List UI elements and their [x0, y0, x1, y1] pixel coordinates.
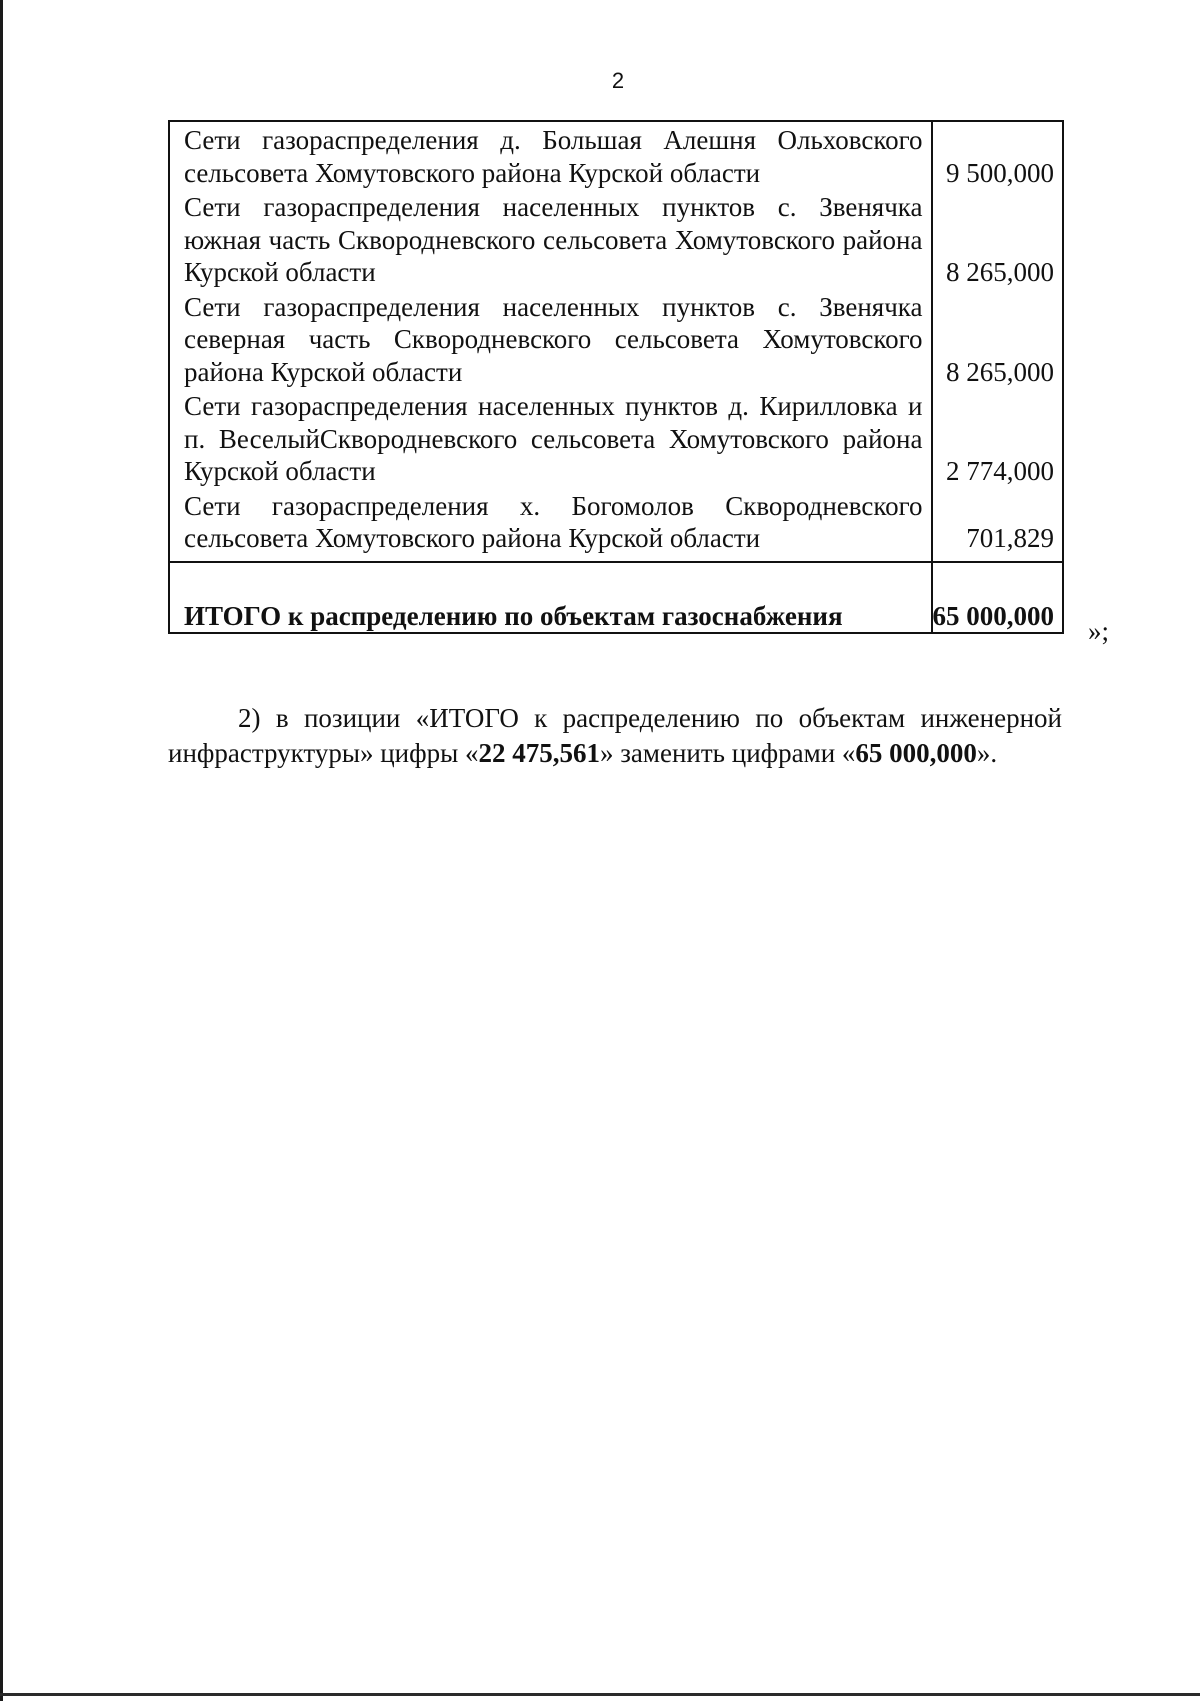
total-value: 65 000,000 [932, 562, 1064, 633]
object-name: Сети газораспределения населенных пунктов д. Кирилловка и п. ВеселыйСквородневского сельсовета Хомутовского района Курской области [184, 391, 923, 486]
object-value: 8 265,000 [932, 289, 1064, 389]
table-row [169, 388, 1063, 488]
scan-edge-left [0, 0, 3, 1701]
page-number: 2 [611, 68, 625, 93]
object-name: Сети газораспределения населенных пунктов с. Звенячка южная часть Сквородневского сельсовета Хомутовского района Курской области [184, 192, 923, 287]
object-value: 8 265,000 [932, 189, 1064, 289]
table-row [169, 121, 1063, 189]
table-row [169, 488, 1063, 562]
amendment-paragraph [168, 701, 1062, 771]
amendment-new-value: 65 000,000 [855, 738, 977, 768]
amendment-text-part1: 2) в позиции «ИТОГО к распределению по объектам инженерной инфраструктуры» цифры « [168, 703, 1062, 768]
closing-quote: »; [1088, 616, 1110, 646]
table-total-row [169, 562, 1063, 633]
gas-objects-table [168, 120, 1064, 634]
object-value: 9 500,000 [932, 121, 1064, 189]
amendment-old-value: 22 475,561 [478, 738, 601, 768]
object-value: 2 774,000 [932, 388, 1064, 488]
table-row [169, 189, 1063, 289]
scan-edge-bottom [0, 1693, 1200, 1696]
object-name-cell [169, 189, 932, 289]
table-row [169, 289, 1063, 389]
object-name: Сети газораспределения х. Богомолов Сквородневского сельсовета Хомутовского района Курской области [184, 490, 923, 553]
amendment-text-part3: ». [976, 738, 998, 768]
object-value: 701,829 [932, 488, 1064, 562]
object-name-cell [169, 388, 932, 488]
object-name: Сети газораспределения д. Большая Алешня Ольховского сельсовета Хомутовского района Курской области [184, 125, 923, 188]
object-name-cell [169, 289, 932, 389]
object-name: Сети газораспределения населенных пунктов с. Звенячка северная часть Сквородневского сельсовета Хомутовского района Курской области [184, 291, 923, 387]
object-name-cell [169, 121, 932, 189]
total-label: ИТОГО к распределению по объектам газоснабжения [169, 562, 932, 633]
object-name-cell [169, 488, 932, 562]
amendment-text-part2: » заменить цифрами « [600, 738, 856, 768]
